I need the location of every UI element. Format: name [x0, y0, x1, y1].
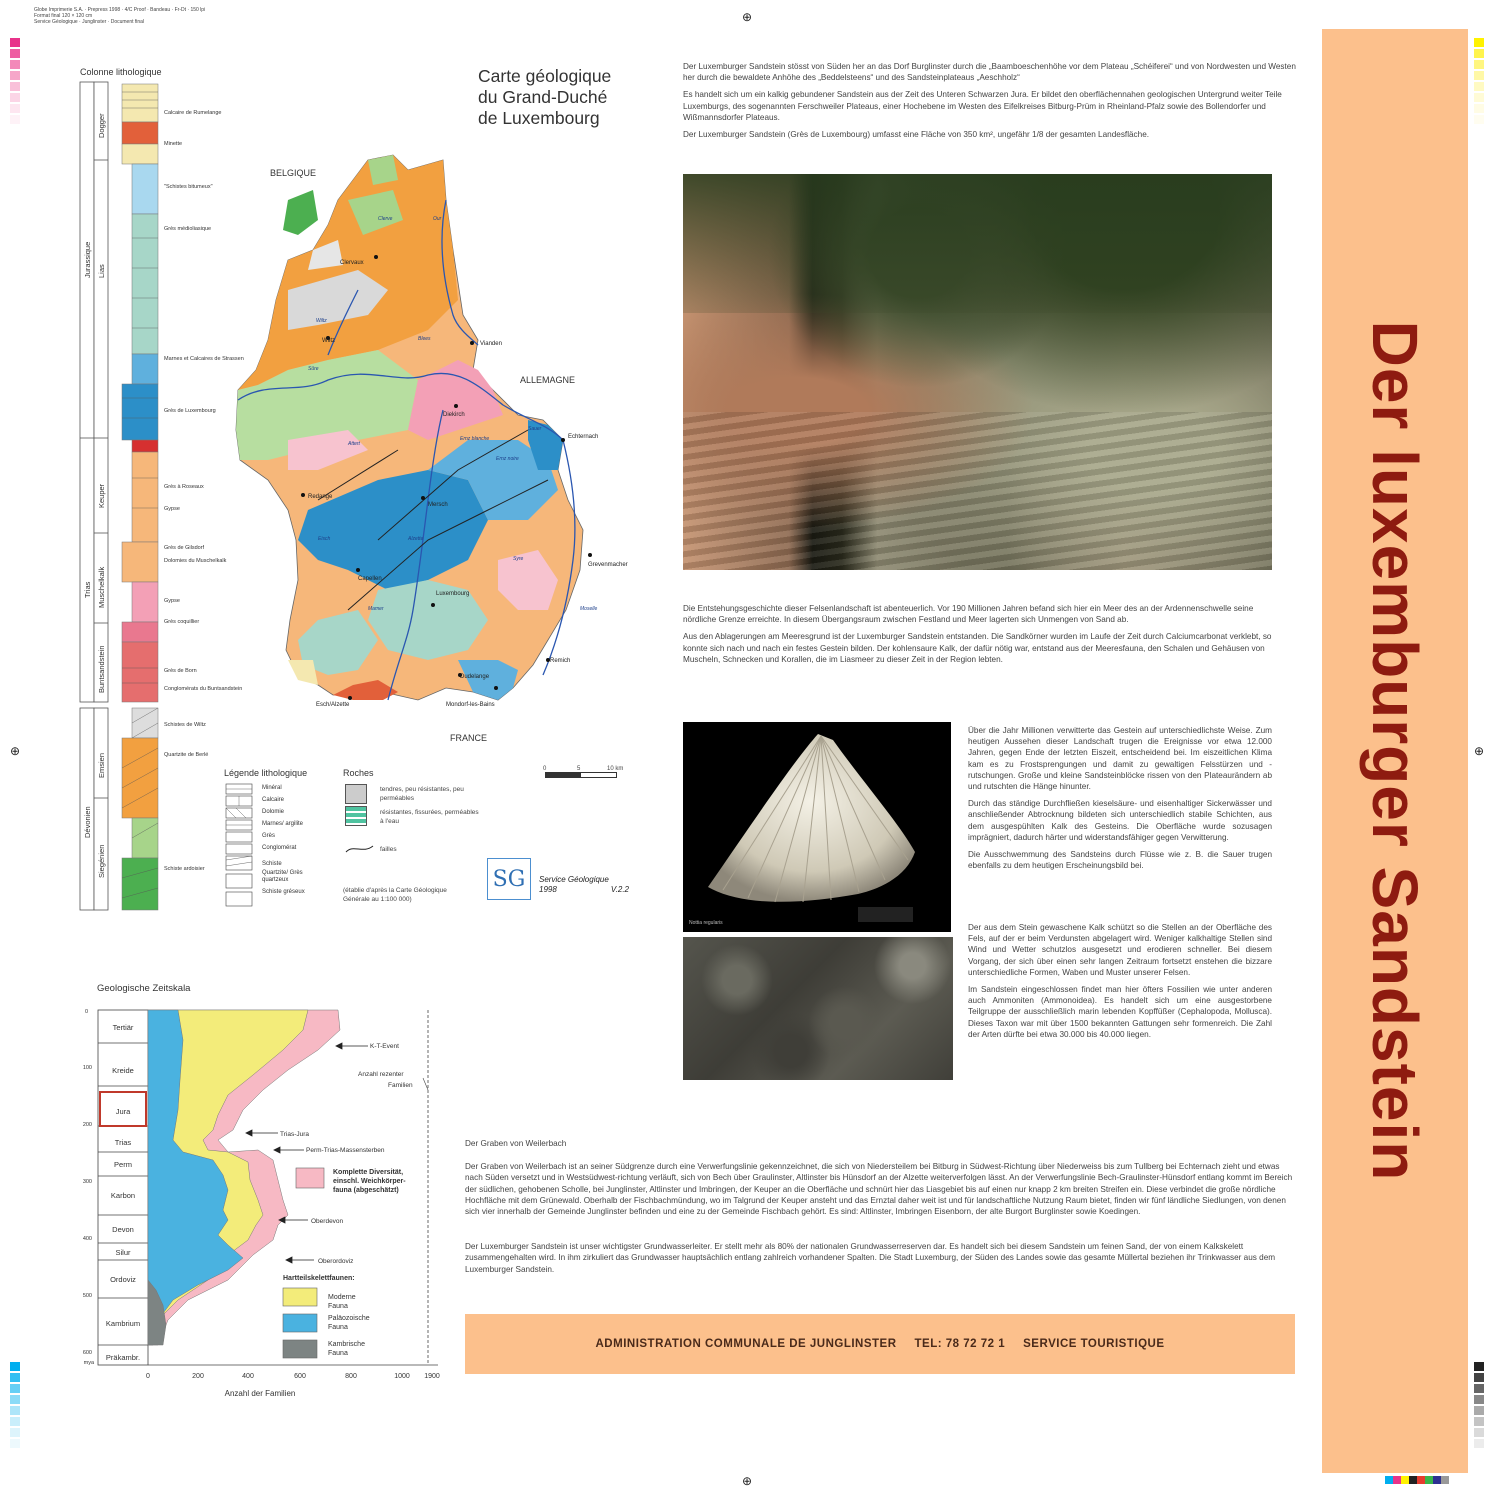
formation-paragraph: Aus den Ablagerungen am Meeresgrund ist der Luxemburger Sandstein entstanden. Die Sandkörner wurden im Laufe der Zeit durch Calciumcarbonat verklebt, so konnte sich nach und nach ein festes Gestein bilden. Der kohlensaure Kalk, der dafür nötig war, entstand aus der Meeresfauna, den Schalen und Gehäusen von Muscheln, Schnecken und Korallen, die im Liasmeer zu dieser Zeit in der Region lebten. — [683, 632, 1272, 664]
footer-service: SERVICE TOURISTIQUE — [1023, 1338, 1165, 1350]
x-tick: 200 — [192, 1373, 204, 1380]
rocks-legend-title: Roches — [343, 768, 374, 778]
scale-label-5: 5 — [577, 766, 581, 772]
y-tick: 100 — [82, 1065, 92, 1071]
map-title-line2: du Grand-Duché — [478, 87, 608, 107]
recent-label-line1: Anzahl rezenter — [358, 1071, 404, 1078]
x-tick: 400 — [242, 1373, 254, 1380]
y-tick: 200 — [82, 1122, 92, 1128]
y-tick: 600 — [82, 1350, 92, 1356]
timescale-title: Geologische Zeitskala — [97, 983, 191, 994]
scale-label-10: 10 km — [607, 766, 624, 772]
service-credit — [539, 875, 629, 895]
unit-label: Schiste ardoisier — [164, 866, 205, 872]
source-line1: (établie d'après la Carte Géologique — [343, 887, 447, 894]
legend-label: Kambrische Fauna — [328, 1341, 365, 1357]
litho-item: Quartzite/ Grès quartzeux — [262, 870, 303, 883]
litho-item: Minéral — [262, 785, 282, 791]
service-name: Service Géologique — [539, 875, 609, 884]
map-title-line1: Carte géologique — [478, 66, 612, 86]
weathering-paragraph: Die Ausschwemmung des Sandsteins durch Flüsse wie z. B. die Sauer trugen ebenfalls zu dem heutigen Erscheinungsbild bei. — [968, 850, 1272, 871]
series-label-siegenien: Siegénien — [97, 844, 106, 878]
y-tick: 0 — [84, 1009, 88, 1015]
town-label: Clervaux — [340, 260, 364, 266]
unit-label: Gypse — [164, 506, 180, 512]
weathering-paragraph: Durch das ständige Durchfließen kieselsäure- und eisenhaltiger Sickerwässer und anschließender Abtrocknung bildeten sich unterschiedlich stabile Schichten, aus dem ausgespühlten Kalk des Gesteins. Die Oberfläche wurde sozusagen imprägniert, dadurch härter und widerstandsfähiger gegen Verwitterung. — [968, 799, 1272, 842]
unit-label: Grès coquillier — [164, 619, 200, 625]
period-label: Silur — [115, 1248, 131, 1257]
rocks-hard-swatch — [345, 806, 367, 826]
town-label: Dudelange — [460, 674, 490, 680]
event-label: K-T-Event — [370, 1043, 399, 1050]
map-title-line3: de Luxembourg — [478, 108, 600, 128]
series-label-lias: Lias — [97, 264, 106, 278]
unit-label: Grès médioliasique — [164, 226, 212, 232]
system-label-devonien: Dévonien — [83, 806, 92, 838]
town-label: Diekirch — [443, 412, 465, 418]
shell-caption: Nottia regularis — [689, 920, 723, 926]
unit-label: Minette — [164, 141, 183, 147]
cyan-color-bar — [10, 1362, 20, 1461]
litho-item: Grès — [262, 833, 276, 839]
fossil-paragraph: Der aus dem Stein gewaschene Kalk schützt so die Stellen an der Oberfläche des Fels, auf der er beim Verdunsten abgelagert wird. Weniger kalkhaltige Stellen sind Wind und Wetter schutzlos ausgesetzt und erodieren schneller. Bei diesem Vorgang, der sich über einen sehr langen Zeitraum fortsetzt enstehen die bizzare unterschiedliche Formen, Waben und Muster unserer Felsen. — [968, 923, 1272, 977]
unit-label: Calcaire de Rumelange — [164, 110, 222, 116]
litho-item: Dolomie — [262, 809, 285, 815]
country-label-france: FRANCE — [450, 733, 488, 743]
unit-label: Schistes de Wiltz — [164, 722, 206, 728]
series-label-keuper: Keuper — [97, 483, 106, 508]
event-label: Oberdevon — [311, 1218, 344, 1225]
fault-line-symbol — [345, 842, 375, 856]
print-info — [34, 7, 205, 25]
rocks-hard-label: résistantes, fissurées, perméables à l'eau — [380, 809, 479, 825]
x-tick: 800 — [345, 1373, 357, 1380]
river-label: Blees — [418, 336, 431, 342]
unit-label: Quartzite de Berlé — [164, 752, 209, 758]
town-label: Mersch — [428, 502, 448, 508]
event-label: Perm-Trias-Massensterben — [306, 1147, 385, 1154]
footer-admin: ADMINISTRATION COMMUNALE DE JUNGLINSTER — [595, 1338, 897, 1350]
legend-modern-swatch — [283, 1288, 317, 1306]
registration-mark-right: ⊕ — [1474, 744, 1485, 758]
formation-text — [683, 603, 1273, 671]
period-label: Jura — [115, 1107, 131, 1116]
registration-mark-left: ⊕ — [10, 744, 21, 758]
footer-bar — [465, 1314, 1295, 1374]
event-label: Oberordoviz — [318, 1258, 354, 1265]
litho-legend-title: Légende lithologique — [224, 768, 308, 778]
strat-column-title: Colonne lithologique — [80, 67, 162, 77]
weathering-text — [968, 725, 1272, 877]
print-info-line3: Service Géologique · Junglinster · Document final — [34, 19, 145, 25]
litho-item: Calcaire — [262, 797, 285, 803]
town-label: Remich — [550, 658, 571, 664]
legend-label: Moderne Fauna — [328, 1294, 356, 1310]
river-label: Our — [433, 216, 442, 222]
graben-section — [465, 1138, 1297, 1281]
formation-paragraph: Die Entstehungsgeschichte dieser Felsenlandschaft ist abenteuerlich. Vor 190 Millionen Jahren befand sich hier ein Meer des an der Ardennenschwelle seine nördliche Grenze erreichte. In diesem Übergangsraum zwischen Festland und Meer lagerten sich Unmengen von Sand ab. — [683, 604, 1254, 625]
service-year: 1998 — [539, 885, 557, 894]
rocks-soft-swatch — [345, 784, 367, 804]
unit-label: Gypse — [164, 598, 180, 604]
town-label: Grevenmacher — [588, 562, 628, 568]
country-label-allemagne: ALLEMAGNE — [520, 375, 576, 385]
map-source-note — [343, 886, 447, 904]
diversity-label-line2: einschl. Weichkörper- — [333, 1178, 406, 1185]
intro-paragraph: Der Luxemburger Sandstein (Grès de Luxembourg) umfasst eine Fläche von 350 km², ungefähr 1/8 der gesamten Landesfläche. — [683, 130, 1150, 140]
x-tick: 1000 — [394, 1373, 410, 1380]
river-label: Mamer — [368, 606, 384, 612]
x-tick: 1900 — [424, 1373, 440, 1380]
registration-mark-top: ⊕ — [742, 10, 753, 24]
unit-label: "Schistes bitumeux" — [164, 184, 213, 190]
process-color-strip — [1385, 1476, 1449, 1484]
yellow-color-bar — [1474, 38, 1484, 137]
fossil-text — [968, 922, 1272, 1046]
system-label-trias: Trias — [83, 581, 92, 598]
town-label: Wiltz — [322, 338, 335, 344]
x-axis-label: Anzahl der Familien — [224, 1389, 296, 1398]
legend-label: Paläozoische Fauna — [328, 1315, 370, 1331]
y-tick: 400 — [82, 1236, 92, 1242]
y-tick: 500 — [82, 1293, 92, 1299]
river-label: Eisch — [318, 536, 331, 542]
banner-title: Der luxemburger Sandstein — [1359, 320, 1431, 1182]
series-label-emsien: Emsien — [97, 752, 106, 778]
river-label: Sûre — [308, 366, 319, 372]
system-label-jurassique: Jurassique — [83, 241, 92, 278]
town-label: Redange — [308, 494, 333, 500]
intro-text — [683, 61, 1305, 146]
river-label: Attert — [348, 441, 360, 447]
unit-label: Grès de Born — [164, 668, 197, 674]
black-color-bar — [1474, 1362, 1484, 1461]
period-label: Perm — [114, 1160, 132, 1169]
series-label-muschelkalk: Muschelkalk — [97, 566, 106, 608]
y-tick: 300 — [82, 1179, 92, 1185]
legend-total-swatch — [296, 1168, 324, 1188]
river-label: Clerve — [378, 216, 393, 222]
river-label: Alzette — [408, 536, 424, 542]
town-label: Esch/Alzette — [316, 702, 350, 708]
diversity-label-line1: Komplette Diversität, — [333, 1169, 404, 1176]
unit-label: Dolomies du Muschelkalk — [164, 558, 227, 564]
scale-label-0: 0 — [543, 766, 547, 772]
legend-cambrian-swatch — [283, 1340, 317, 1358]
legend-paleozoic-swatch — [283, 1314, 317, 1332]
river-label: Syre — [513, 556, 524, 562]
period-label: Präkambr. — [105, 1353, 141, 1362]
sandstone-cliff-photo — [683, 174, 1272, 570]
x-tick: 600 — [294, 1373, 306, 1380]
event-label: Trias-Jura — [280, 1131, 310, 1138]
timescale-chart — [78, 1000, 458, 1405]
period-label: Kreide — [112, 1066, 134, 1075]
unit-label: Marnes et Calcaires de Strassen — [164, 356, 244, 362]
period-label: Ordoviz — [110, 1275, 136, 1284]
litho-legend-swatches — [224, 782, 254, 910]
recent-label-line2: Familien — [388, 1082, 413, 1089]
service-logo: SG — [487, 858, 531, 900]
town-label: Mondorf-les-Bains — [446, 702, 495, 708]
graben-heading: Der Graben von Weilerbach — [465, 1139, 567, 1148]
groundwater-paragraph: Der Luxemburger Sandstein ist unser wichtigster Grundwasserleiter. Er stellt mehr als 80% der nationalen Grundwasserreserven dar. Es handelt sich bei diesem Sandstein um feinen Sand, der von einem Kalkskelett zusammengehalten wird. In ihm zirkuliert das Grundwasser hauptsächlich entlang zahlreich vorhandener Spalten. Die Stadt Luxemburg, der Süden des Landes sowie das gesamte Müllertal beziehen ihr Trinkwasser aus dem Luxemburger Sandstein. — [465, 1242, 1276, 1274]
fossil-shell-photo — [683, 722, 951, 932]
series-label-dogger: Dogger — [97, 113, 106, 138]
river-label: Sauer — [528, 426, 542, 432]
fossil-paragraph: Im Sandstein eingeschlossen findet man hier öfters Fossilien wie unter anderen auch Ammoniten (Ammonoidea). Es handelt sich um eine ausgestorbene Teilgruppe der ausschließlich marin lebenden Kopffüßer (Cephalopoda, Mollusca). Dieses Taxon war mit über 1500 bekannten Gattungen sehr formenreich. Die Zahl der Arten dürfte bei etwa 30.000 bis 40.000 liegen. — [968, 985, 1272, 1039]
intro-paragraph: Der Luxemburger Sandstein stösst von Süden her an das Dorf Burglinster durch die „Baamboeschenhöhe vor dem Plateau „Schéiferei“ und von Nordwesten und Westen her durch die bewaldete Anhöhe des „Beddelsteens“ und des Sandsteinplateaus „Aeschholz“ — [683, 62, 1296, 83]
period-label: Trias — [114, 1138, 132, 1147]
print-info-line2: Format final 120 × 120 cm — [34, 13, 93, 19]
map-title — [478, 66, 611, 129]
rocks-soft-label: tendres, peu résistantes, peu perméables — [380, 786, 464, 802]
title-banner — [1322, 29, 1468, 1473]
shell-illustration — [683, 722, 951, 932]
fossil-rock-photo — [683, 937, 953, 1080]
litho-item: Marnes/ argilite — [262, 821, 304, 827]
period-label: Tertiär — [112, 1023, 134, 1032]
faults-label: failles — [380, 846, 397, 853]
hard-skeleton-title: Hartteilskelettfaunen: — [283, 1275, 355, 1282]
river-label: Wiltz — [316, 318, 327, 324]
period-label: Karbon — [110, 1191, 136, 1200]
intro-paragraph: Es handelt sich um ein kalkig gebundener Sandstein aus der Zeit des Unteren Schwarzen Jura. Er bildet den oberflächennahen geologischen Untergrund weiter Teile Luxemburgs, des sogenannten Ferschweiler Plateaus, einer Hochebene im Westen des Eifelkreises Bitburg-Prüm in Rheinland-Pfalz sowie des Bollendorfer und Wißmannsdorfer Plateaus. — [683, 90, 1282, 122]
source-line2: Générale au 1:100 000) — [343, 896, 412, 903]
unit-label: Grès à Roseaux — [164, 484, 204, 490]
river-label: Ernz blanche — [460, 436, 490, 442]
town-label: Vianden — [480, 341, 502, 347]
y-unit: mya — [83, 1360, 94, 1366]
period-label: Devon — [112, 1225, 134, 1234]
country-label-belgique: BELGIQUE — [270, 168, 317, 178]
service-version: V.2.2 — [610, 885, 629, 894]
weathering-paragraph: Über die Jahr Millionen verwitterte das Gestein auf unterschiedlichste Weise. Zum heutigen Aussehen dieser Landschaft trugen die Ereignisse vor etwa 12.000 Jahren, gegen Ende der letzten Eiszeit, entscheidend bei. Im eiszeitlichen Klima kam es zu Frostsprengungen und damit zu gewaltigen Felsstürzen und -rutschungen. Große und kleine Sandsteinblöcke rissen von den Plateaurändern ab und rutschten die Hänge hinunter. — [968, 726, 1272, 792]
graben-paragraph: Der Graben von Weilerbach ist an seiner Südgrenze durch eine Verwerfungslinie gekennzeichnet, die sich von Niedersteilem bei Bitburg in Südwest-Richtung über Niederweiss bis zum Tullberg bei Echternach zieht und etwas nach Süden versetzt und in Westsüdwest-richtung verläuft, sich von Bech über Graulinster, Altlinster bis Hünsdorf an der Alzette weiterverfolgen lässt. An der Verwerfungslinie Bech-Graulinster-Hünsdorf entlang kommt im Bereich der südlichen, gehobenen Scholle, bei Junglinster, Altlinster und Imbringen, der Keuper an die Oberfläche und schnürt hier das Liasgebiet bis auf einen nur knapp 2 km breiten Streifen ein. Diese verbindet die große nördliche Hochfläche mit dem Grünewald. Oberhalb der Fischbachmündung, wo im Talgrund der Keuper ansteht und das Ernztal daher weit ist und für landschaftliche Nutzung Raum bietet, finden wir fünf ländliche Siedlungen, von denen sich vier innerhalb der Gemeinde Junglinster befinden und eine zu der Gemeinde Fischbach gehört. Es sind: Altlinster, Imbringen Eisenborn, der alte Burgort Burglinster sowie Koedingen. — [465, 1162, 1293, 1217]
river-label: Ernz noire — [496, 456, 519, 462]
footer-tel: TEL: 78 72 72 1 — [914, 1338, 1006, 1350]
litho-item: Conglomérat — [262, 845, 297, 851]
magenta-color-bar — [10, 38, 20, 137]
town-label: Capellen — [358, 576, 382, 582]
x-tick: 0 — [146, 1373, 150, 1380]
unit-label: Conglomérats du Buntsandstein — [164, 686, 243, 692]
diversity-label-line3: fauna (abgeschätzt) — [333, 1187, 399, 1194]
period-label: Kambrium — [105, 1319, 141, 1328]
litho-item: Schiste — [262, 861, 282, 867]
river-label: Moselle — [580, 606, 598, 612]
geology-map — [228, 140, 652, 750]
town-label: Echternach — [568, 434, 599, 440]
series-label-buntsandstein: Buntsandstein — [97, 645, 106, 693]
town-label: Luxembourg — [436, 591, 470, 597]
registration-mark-bottom: ⊕ — [742, 1474, 753, 1488]
print-info-line1: Globe Imprimerie S.A. · Prepress 1998 · 4/C Proof · Bandeau · Fr-Dt · 150 lpi — [34, 7, 206, 13]
unit-label: Grès de Luxembourg — [164, 408, 216, 414]
litho-item: Schiste gréseux — [262, 889, 305, 895]
unit-label: Grès de Gilsdorf — [164, 545, 205, 551]
